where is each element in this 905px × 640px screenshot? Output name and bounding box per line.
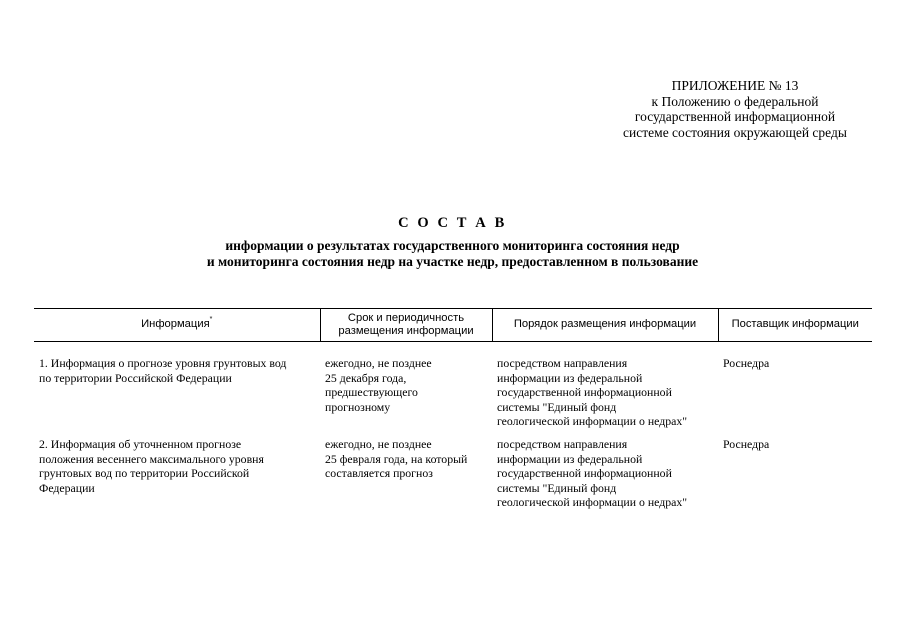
cell-period [320, 430, 492, 517]
appendix-line: к Положению о федеральной [651, 93, 819, 109]
cell-line: системы "Единый фонд [497, 480, 617, 495]
cell-line: посредством направления [497, 356, 628, 370]
table-row [34, 430, 872, 517]
cell-line: предшествующего [325, 385, 418, 400]
cell-period [320, 342, 492, 431]
cell-line: государственной информационной [497, 466, 672, 481]
cell-line: геологической информации о недрах" [497, 495, 688, 510]
appendix-number: ПРИЛОЖЕНИЕ № 13 [671, 78, 799, 93]
header-period-line: размещения информации [338, 325, 474, 337]
cell-line: по территории Российской Федерации [39, 370, 232, 385]
cell-line: положения весеннего максимального уровня [39, 451, 264, 466]
subtitle-line: и мониторинга состояния недр на участке недр, предоставленном в пользование [206, 254, 699, 269]
cell-supplier: Роснедра [723, 437, 770, 451]
table-row [34, 342, 872, 431]
footnote-mark: * [209, 316, 213, 324]
cell-info [34, 342, 320, 431]
cell-line: 1. Информация о прогнозе уровня грунтовых вод [39, 356, 287, 370]
cell-line: информации из федеральной [497, 451, 643, 466]
cell-line: системы "Единый фонд [497, 399, 617, 414]
header-order: Порядок размещения информации [492, 309, 718, 342]
header-info [34, 309, 320, 342]
cell-line: геологической информации о недрах" [497, 414, 688, 429]
cell-order [492, 342, 718, 431]
header-supplier: Поставщик информации [718, 309, 872, 342]
cell-line: ежегодно, не позднее [325, 437, 432, 451]
cell-order [492, 430, 718, 517]
cell-line: составляется прогноз [325, 466, 433, 481]
cell-line: 25 февраля года, на который [325, 451, 468, 466]
info-table [34, 308, 872, 517]
document-title: С О С Т А В [398, 215, 507, 231]
cell-line: Федерации [39, 480, 95, 495]
header-period [320, 309, 492, 342]
subtitle-line: информации о результатах государственного мониторинга состояния недр [225, 238, 680, 253]
document-subtitle [0, 238, 905, 270]
cell-supplier: Роснедра [723, 356, 770, 370]
appendix-header [560, 78, 905, 140]
cell-info [34, 430, 320, 517]
table-header-row [34, 309, 872, 342]
header-info-label: Информация [141, 318, 210, 331]
header-period-line: Срок и периодичность [347, 311, 465, 324]
cell-line: 2. Информация об уточненном прогнозе [39, 437, 242, 451]
appendix-line: государственной информационной [634, 109, 836, 125]
appendix-line: системе состояния окружающей среды [623, 124, 847, 140]
cell-line: государственной информационной [497, 385, 672, 400]
cell-line: прогнозному [325, 399, 391, 414]
cell-line: информации из федеральной [497, 370, 643, 385]
cell-line: посредством направления [497, 437, 628, 451]
cell-line: ежегодно, не позднее [325, 356, 432, 370]
cell-line: грунтовых вод по территории Российской [39, 466, 250, 481]
cell-line: 25 декабря года, [325, 370, 407, 385]
